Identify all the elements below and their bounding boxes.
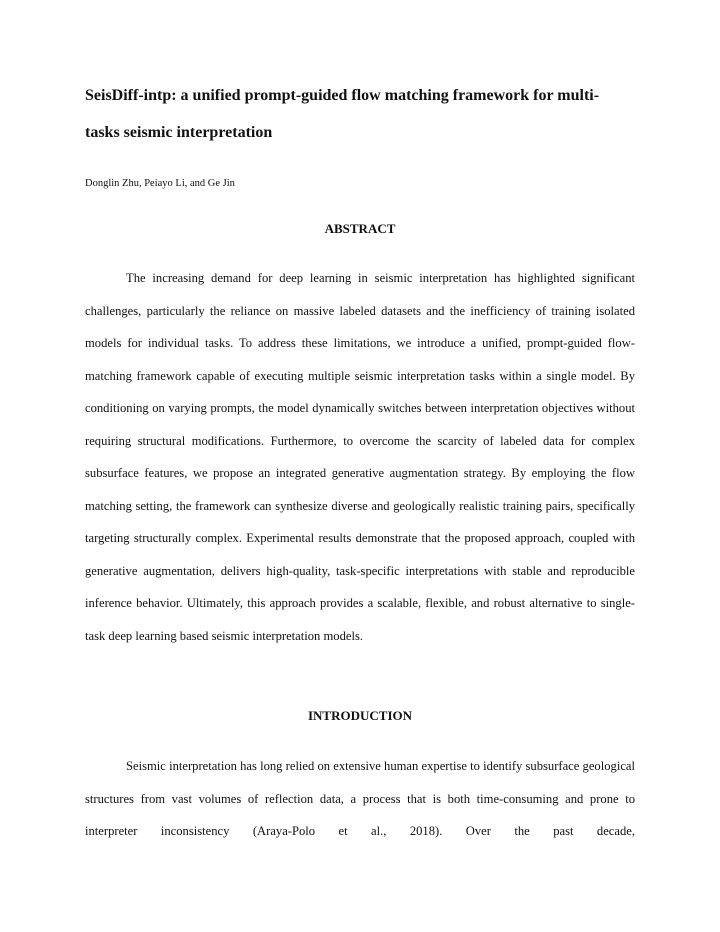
- abstract-paragraph: [85, 262, 635, 652]
- paper-title-line-2: tasks seismic interpretation: [85, 124, 273, 141]
- introduction-heading: INTRODUCTION: [307, 708, 412, 723]
- introduction-text: Seismic interpretation has long relied on extensive human expertise to identify subsurface geological structures from vast volumes of reflection data, a process that is both time-consuming and prone to interpreter inconsistency (Araya-Polo et al., 2018). Over the past decade,: [85, 759, 635, 838]
- abstract-heading: ABSTRACT: [324, 221, 396, 236]
- introduction-paragraph: [85, 750, 635, 848]
- abstract-text: The increasing demand for deep learning in seismic interpretation has highlighted significant challenges, particularly the reliance on massive labeled datasets and the inefficiency of training isolated models for individual tasks. To address these limitations, we introduce a unified, prompt-guided flow-matching framework capable of executing multiple seismic interpretation tasks within a single model. By conditioning on varying prompts, the model dynamically switches between interpretation objectives without requiring structural modifications. Furthermore, to overcome the scarcity of labeled data for complex subsurface features, we propose an integrated generative augmentation strategy. By employing the flow matching setting, the framework can synthesize diverse and geologically realistic training pairs, specifically targeting structurally complex. Experimental results demonstrate that the proposed approach, coupled with generative augmentation, delivers high-quality, task-specific interpretations with stable and reproducible inference behavior. Ultimately, this approach provides a scalable, flexible, and robust alternative to single-task deep learning based seismic interpretation models.: [85, 271, 635, 643]
- paper-title-line-1: SeisDiff-intp: a unified prompt-guided flow matching framework for multi-: [85, 87, 600, 104]
- author-list: Donglin Zhu, Peiayo Li, and Ge Jin: [85, 178, 235, 189]
